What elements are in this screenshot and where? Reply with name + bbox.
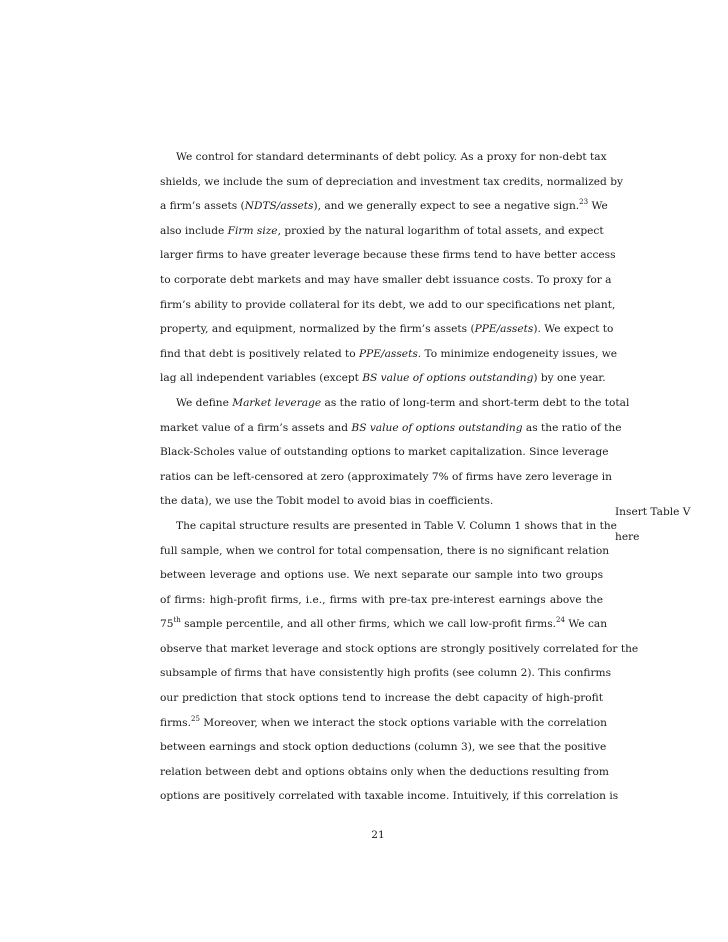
italic-term: PPE/assets [359,347,418,360]
text-line: of firms: high-profit firms, i.e., firms with pre-tax pre-interest earnings above the [160,593,603,606]
text-line: ratios can be left-censored at zero (approximately 7% of firms have zero leverage in [160,470,613,483]
text-line: shields, we include the sum of depreciation and investment tax credits, normalized by [160,175,623,188]
text-line: between leverage and options use. We next separate our sample into two groups [160,569,603,582]
text-line: lag all independent variables (except BS value of options outstanding) by one year. [160,372,606,385]
footnote-marker: th [173,616,181,625]
text-line: full sample, when we control for total compensation, there is no significant relation [160,544,610,557]
text-line: to corporate debt markets and may have smaller debt issuance costs. To proxy for a [160,273,612,286]
text-line: firms.$^{25}$ Moreover, when we interact the stock options variable with the correlation [160,714,607,729]
footnote-marker: 25 [190,714,200,723]
text-line: market value of a firm’s assets and BS value of options outstanding as the ratio of the [160,421,622,434]
margin-note-line-1: Insert Table V [615,506,691,518]
text-line: between earnings and stock option deductions (column 3), we see that the positive [160,741,607,754]
text-line: The capital structure results are presented in Table V. Column 1 shows that in the [176,519,617,532]
text-line: larger firms to have greater leverage because these firms tend to have better access [160,249,616,262]
text-line: the data), we use the Tobit model to avoid bias in coefficients. [160,495,494,508]
text-line: We control for standard determinants of debt policy. As a proxy for non-debt tax [176,151,607,163]
text-line: our prediction that stock options tend to increase the debt capacity of high-profit [160,692,603,705]
text-line: Black-Scholes value of outstanding options to market capitalization. Since leverage [160,446,609,459]
text-line: We define Market leverage as the ratio of long-term and short-term debt to the total [176,396,630,409]
text-line: also include Firm size, proxied by the natural logarithm of total assets, and expect [160,224,604,237]
italic-term: Market leverage [232,396,322,409]
text-line: subsample of firms that have consistently high profits (see column 2). This confirms [160,667,612,680]
italic-term: PPE/assets [474,323,534,336]
text-line: find that debt is positively related to PPE/assets. To minimize endogeneity issues, we [160,347,618,360]
margin-note-line-2: here [615,530,640,543]
page-number: 21 [371,829,385,841]
text-line: options are positively correlated with taxable income. Intuitively, if this correlation is [160,790,619,803]
text-line: a firm’s assets (NDTS/assets), and we generally expect to see a negative sign.$^{23}$ We [160,198,608,213]
margin-note [615,500,715,549]
footnote-marker: 23 [579,198,589,207]
italic-term: NDTS/assets [244,200,314,213]
text-line: relation between debt and options obtains only when the deductions resulting from [160,765,609,778]
text-line: firm’s ability to provide collateral for its debt, we add to our specifications net plant, [160,298,616,311]
text-line: property, and equipment, normalized by the firm’s assets (PPE/assets). We expect to [160,323,614,336]
body-text [160,145,639,809]
italic-term: Firm size [227,224,278,237]
italic-term: BS value of options outstanding [351,421,523,434]
text-line: observe that market leverage and stock options are strongly positively correlated for the [160,642,639,655]
footnote-marker: 24 [556,616,565,625]
italic-term: BS value of options outstanding [362,372,534,385]
text-line: 75th sample percentile, and all other firms, which we call low-profit firms.$^{24}$ We can [160,616,608,631]
